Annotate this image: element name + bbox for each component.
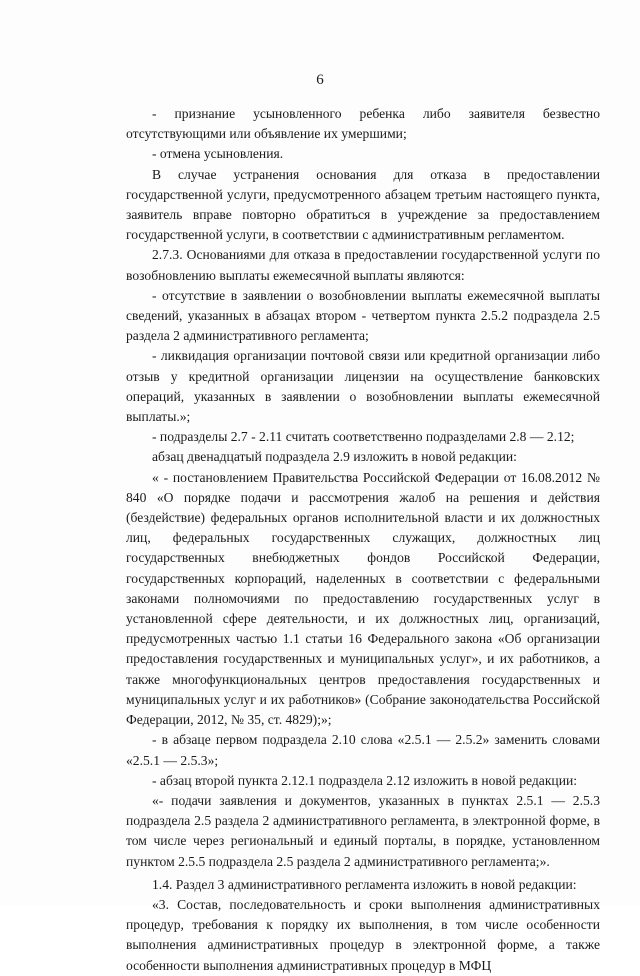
paragraph: - отсутствие в заявлении о возобновлении выплаты ежемесячной выплаты сведений, указанных в абзацах втором - четвертом пункта 2.5.2 подраздела 2.5 раздела 2 административного регламента; (126, 287, 600, 344)
paragraph: - в абзаце первом подраздела 2.10 слова «2.5.1 — 2.5.2» заменить словами «2.5.1 — 2.5.3»; (126, 732, 600, 768)
paragraph: «- подачи заявления и документов, указанных в пунктах 2.5.1 — 2.5.3 подраздела 2.5 раздела 2 административного регламента, в электронной форме, в том числе через региональный и единый порталы, в порядке, установленном пунктом 2.5.5 подраздела 2.5 раздела 2 административного регламента;». (126, 792, 600, 869)
paragraph: - абзац второй пункта 2.12.1 подраздела 2.12 изложить в новой редакции: (152, 772, 578, 788)
paragraph: В случае устранения основания для отказа в предоставлении государственной услуги, предусмотренного абзацем третьим настоящего пункта, заявитель вправе повторно обратиться в учреждение за предоставлением государственной услуги, в соответствии с административным регламентом. (126, 166, 600, 243)
page-number: 6 (316, 72, 324, 88)
document-body (126, 104, 600, 976)
paragraph: - признание усыновленного ребенка либо заявителя безвестно отсутствующими или объявление их умершими; (126, 106, 600, 142)
paragraph: абзац двенадцатый подраздела 2.9 изложить в новой редакции: (152, 449, 517, 465)
paragraph: - подразделы 2.7 - 2.11 считать соответственно подразделами 2.8 — 2.12; (152, 429, 575, 445)
paragraph: «3. Состав, последовательность и сроки выполнения административных процедур, требования к порядку их выполнения, в том числе особенности выполнения административных процедур в электронной форме, а также особенности выполнения административных процедур в МФЦ (126, 896, 600, 973)
paragraph: 2.7.3. Основаниями для отказа в предоставлении государственной услуги по возобновлению выплаты ежемесячной выплаты являются: (126, 247, 600, 283)
paragraph: « - постановлением Правительства Российской Федерации от 16.08.2012 № 840 «О порядке подачи и рассмотрения жалоб на решения и действия (бездействие) федеральных органов исполнительной власти и их должностных лиц, федеральных государственных служащих, должностных лиц государственных внебюджетных фондов Российской Федерации, государственных корпораций, наделенных в соответствии с федеральными законами полномочиями по предоставлению государственных услуг в установленной сфере деятельности, и их должностных лиц, организаций, предусмотренных частью 1.1 статьи 16 Федерального закона «Об организации предоставления государственных и муниципальных услуг», и их работников, а также многофункциональных центров предоставления государственных и муниципальных услуг и их работников» (Собрание законодательства Российской Федерации, 2012, № 35, ст. 4829);»; (126, 469, 600, 728)
paragraph: 1.4. Раздел 3 административного регламента изложить в новой редакции: (152, 876, 577, 892)
paragraph: - отмена усыновления. (152, 146, 284, 162)
paragraph: - ликвидация организации почтовой связи или кредитной организации либо отзыв у кредитной организации лицензии на осуществление банковских операций, указанных в заявлении о возобновлении выплаты ежемесячной выплаты.»; (126, 348, 600, 425)
